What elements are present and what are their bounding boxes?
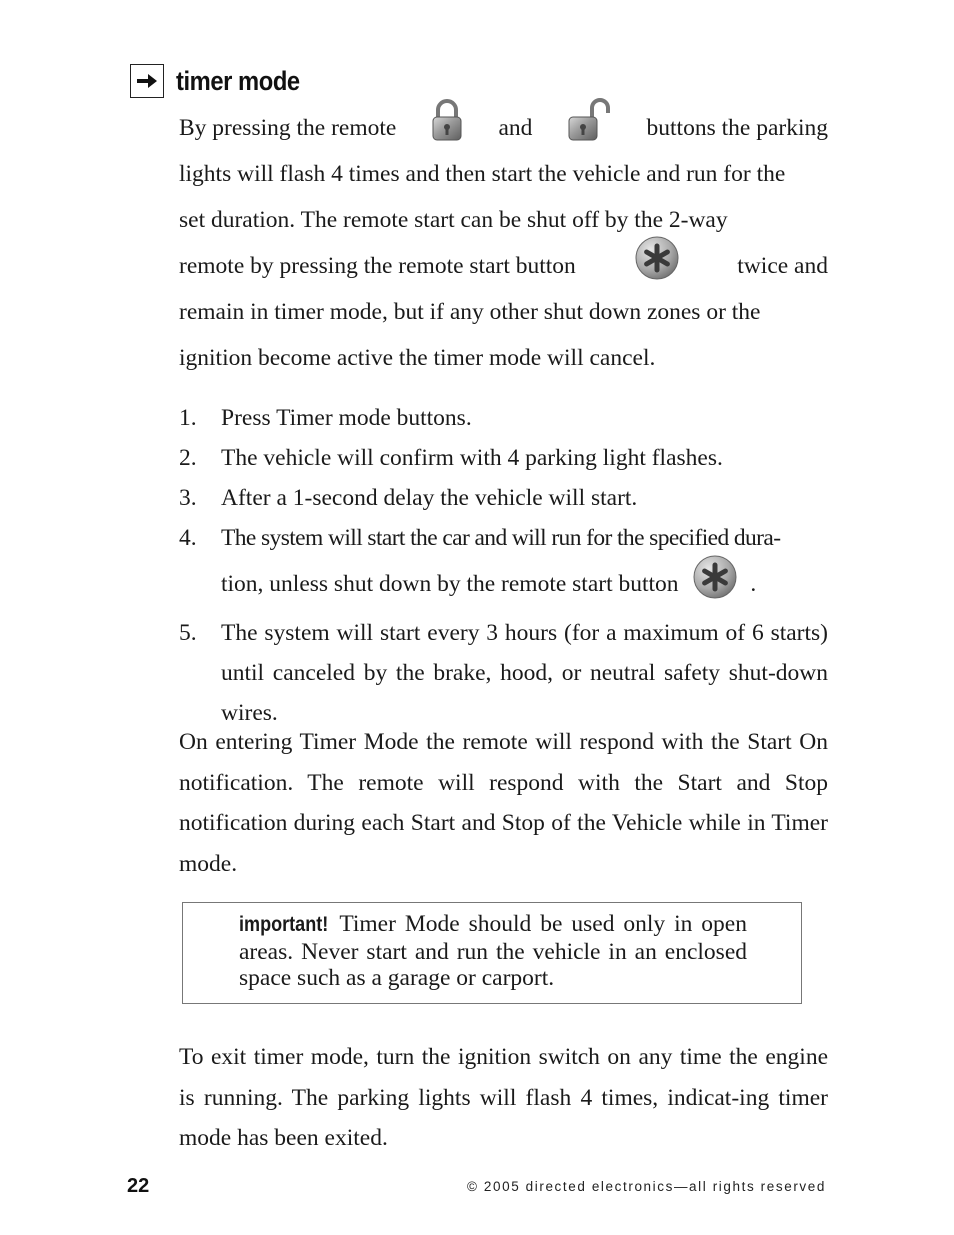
intro-text: twice and xyxy=(737,253,828,279)
intro-text: lights will flash 4 times and then start the vehicle and run for the xyxy=(179,161,786,187)
step-text: The system will start the car and will run for the specified dura- xyxy=(221,525,781,551)
intro-line xyxy=(179,289,828,335)
intro-paragraph xyxy=(179,105,828,381)
intro-text: By pressing the remote xyxy=(179,115,397,141)
copyright-notice: © 2005 directed electronics—all rights reserved xyxy=(466,1179,826,1194)
intro-line xyxy=(179,197,828,243)
step-number: 2. xyxy=(179,445,197,471)
step-number: 3. xyxy=(179,485,197,511)
list-item xyxy=(179,478,828,518)
intro-line xyxy=(179,243,828,289)
page-number: 22 xyxy=(127,1175,150,1197)
unlock-icon xyxy=(566,98,612,158)
notification-paragraph: On entering Timer Mode the remote will respond with the Start On notification. The remote will respond with the Start and Stop notification during each Start and Stop of the Vehicle while in Timer mode. xyxy=(179,729,828,877)
step-number: 1. xyxy=(179,405,197,431)
intro-line xyxy=(179,105,828,151)
remote-start-asterisk-icon xyxy=(692,554,738,613)
step-text: Press Timer mode buttons. xyxy=(221,405,472,431)
step-number: 5. xyxy=(179,620,197,646)
important-label: important! xyxy=(239,913,329,936)
intro-line xyxy=(179,151,828,197)
step-text: tion, unless shut down by the remote start button xyxy=(221,570,679,597)
intro-text: remote by pressing the remote start button xyxy=(179,253,576,279)
list-item xyxy=(179,398,828,438)
important-text-block xyxy=(239,911,747,992)
important-notice xyxy=(182,902,802,1004)
step-text: The vehicle will confirm with 4 parking light flashes. xyxy=(221,445,723,471)
intro-text: buttons the parking xyxy=(646,115,828,141)
list-item xyxy=(179,438,828,478)
remote-start-asterisk-icon xyxy=(634,235,680,297)
steps-list xyxy=(179,398,828,733)
exit-paragraph: To exit timer mode, turn the ignition switch on any time the engine is running. The parking lights will flash 4 times, indicat-ing timer mode has been exited. xyxy=(179,1044,828,1151)
lock-icon xyxy=(430,98,464,158)
step-text: After a 1-second delay the vehicle will start. xyxy=(221,485,638,511)
intro-line xyxy=(179,335,828,381)
list-item xyxy=(179,518,828,613)
list-item xyxy=(179,613,828,733)
section-title: timer mode xyxy=(176,65,300,96)
intro-text: ignition become active the timer mode will cancel. xyxy=(179,345,656,371)
intro-text: set duration. The remote start can be shut off by the 2-way xyxy=(179,207,728,233)
important-text: Timer Mode should be used only in open areas. Never start and run the vehicle in an enclosed space such as a garage or carport. xyxy=(239,911,747,991)
right-arrow-icon xyxy=(130,64,164,98)
step-text: . xyxy=(750,570,757,597)
step-number: 4. xyxy=(179,525,197,551)
intro-text: remain in timer mode, but if any other shut down zones or the xyxy=(179,299,761,325)
section-heading xyxy=(130,62,317,100)
intro-text: and xyxy=(498,115,533,141)
step-text: The system will start every 3 hours (for a maximum of 6 starts) until canceled by the brake, hood, or neutral safety shut-down wires. xyxy=(221,620,828,726)
